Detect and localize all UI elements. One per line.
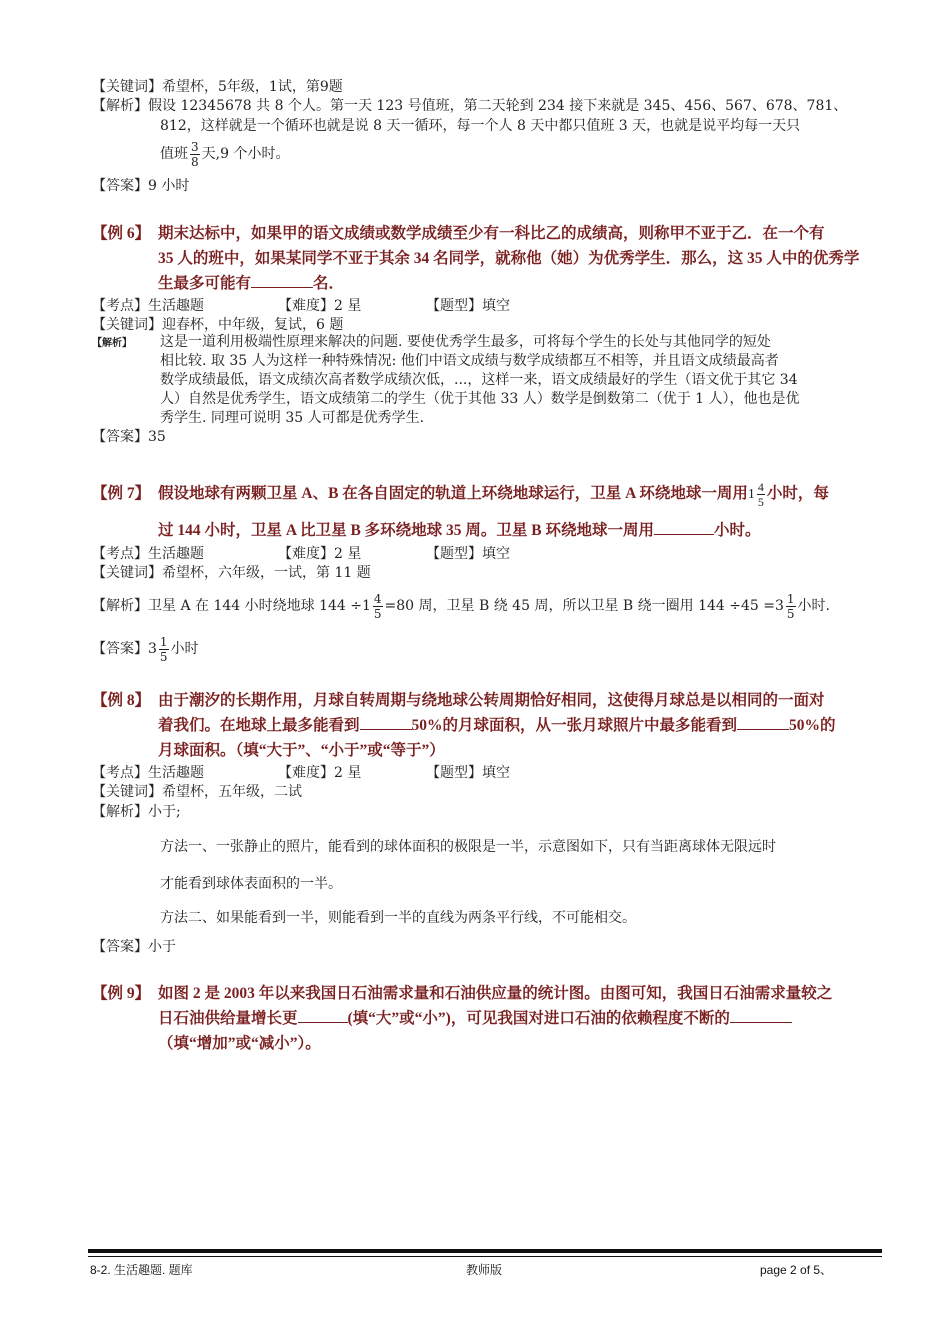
example-8-line2 xyxy=(158,715,836,737)
denominator: 5 xyxy=(373,606,382,621)
example-7-analysis xyxy=(92,588,830,624)
example-7-line1 xyxy=(158,476,829,513)
numerator: 4 xyxy=(757,479,764,494)
example-8-line3: 月球面积。（填“大于”、“小于”或“等于”） xyxy=(158,742,445,759)
text: (填“大”或“小”)，可见我国对进口石油的依赖程度不断的 xyxy=(347,1010,730,1027)
example-7-tixing: 【题型】填空 xyxy=(426,546,510,562)
text: 小时. xyxy=(797,598,830,614)
text: 【答案】3 xyxy=(92,641,157,657)
example-6-keywords: 【关键词】迎春杯，中年级，复试，6 题 xyxy=(92,317,344,333)
example-6-answer: 【答案】35 xyxy=(92,429,166,445)
numerator: 3 xyxy=(191,139,199,154)
example-6-tixing: 【题型】填空 xyxy=(426,298,510,314)
example-9-label: 【例 9】 xyxy=(92,985,151,1002)
example-6-analysis-line5: 秀学生. 同理可说明 35 人可都是优秀学生. xyxy=(160,410,425,426)
text: 值班 xyxy=(160,146,188,162)
example-6-analysis-line2: 相比较. 取 35 人为这样一种特殊情况: 他们中语文成绩与数学成绩都互不相等，并且语文成绩最高者 xyxy=(160,353,779,369)
example-8-tixing: 【题型】填空 xyxy=(426,765,510,781)
text: 生最多可能有 xyxy=(158,275,252,292)
fraction xyxy=(190,140,200,169)
denominator: 5 xyxy=(757,494,764,509)
text: 假设地球有两颗卫星 A、B 在各自固定的轨道上环绕地球运行，卫星 A 环绕地球一周用 xyxy=(158,485,748,502)
example-6-analysis-tag: 【解析】 xyxy=(92,338,132,349)
example-6-kaodian: 【考点】生活趣题 xyxy=(92,298,204,314)
example-8-method1-line1: 方法一、一张静止的照片，能看到的球体面积的极限是一半，示意图如下，只有当距离球体无限远时 xyxy=(160,839,776,855)
example-7-keywords: 【关键词】希望杯，六年级，一试，第 11 题 xyxy=(92,565,371,581)
fraction xyxy=(159,635,169,664)
numerator: 1 xyxy=(159,634,168,649)
blank xyxy=(360,715,412,730)
mixed-whole: 1 xyxy=(747,487,755,502)
text: 日石油供给量增长更 xyxy=(158,1010,298,1027)
example-6-analysis-line4: 人）自然是优秀学生，语文成绩第二的学生（优于其他 33 人）数学是倒数第二（优于 1 人），他也是优 xyxy=(160,391,800,407)
numerator: 1 xyxy=(786,591,795,606)
example-6-label: 【例 6】 xyxy=(92,225,151,242)
top-analysis-line1: 【解析】假设 12345678 共 8 个人。第一天 123 号值班，第二天轮到 234 接下来就是 345、456、567、678、781、 xyxy=(92,98,848,114)
blank xyxy=(251,273,313,288)
fraction xyxy=(786,592,796,621)
text: 天,9 个小时。 xyxy=(201,146,290,162)
example-8-answer: 【答案】小于 xyxy=(92,939,176,955)
text: 小时 xyxy=(170,641,199,657)
example-9-line3: （填“增加”或“减小”）。 xyxy=(158,1035,321,1052)
example-8-analysis: 【解析】小于; xyxy=(92,804,181,820)
example-6-line2: 35 人的班中，如果某同学不亚于其余 34 名同学，就称他（她）为优秀学生．那么，这 35 人中的优秀学 xyxy=(158,250,860,267)
text: 50%的月球面积，从一张月球照片中最多能看到 xyxy=(411,717,738,734)
blank xyxy=(298,1008,348,1023)
denominator: 5 xyxy=(159,649,168,664)
footer-center: 教师版 xyxy=(466,1263,503,1277)
top-keywords: 【关键词】希望杯，5年级，1试，第9题 xyxy=(92,79,343,95)
example-9-line1: 如图 2 是 2003 年以来我国日石油需求量和石油供应量的统计图。由图可知，我国日石油需求量较之 xyxy=(158,985,833,1002)
text: 小时，每 xyxy=(766,485,829,502)
top-analysis-line3 xyxy=(160,136,289,172)
text: =80 周，卫星 B 绕 45 周，所以卫星 B 绕一圈用 144 ÷45 =3 xyxy=(384,598,784,614)
example-8-method2: 方法二、如果能看到一半，则能看到一半的直线为两条平行线，不可能相交。 xyxy=(160,910,636,926)
example-6-line1: 期末达标中，如果甲的语文成绩或数学成绩至少有一科比乙的成绩高，则称甲不亚于乙．在一个有 xyxy=(158,225,825,242)
text: 名． xyxy=(313,275,345,292)
example-8-nandu: 【难度】2 星 xyxy=(278,765,362,781)
example-6-analysis-line1: 这是一道利用极端性原理来解决的问题. 要使优秀学生最多，可将每个学生的长处与其他同学的短处 xyxy=(160,334,771,350)
text: 小时。 xyxy=(714,522,761,539)
fraction xyxy=(373,592,383,621)
example-7-kaodian: 【考点】生活趣题 xyxy=(92,546,204,562)
example-7-label: 【例 7】 xyxy=(92,485,151,502)
footer-rule-thin xyxy=(88,1256,882,1257)
example-7-answer xyxy=(92,631,199,667)
footer-left: 8-2. 生活趣题. 题库 xyxy=(90,1263,193,1277)
text: 【解析】卫星 A 在 144 小时绕地球 144 ÷1 xyxy=(92,598,371,614)
text: 50%的 xyxy=(789,717,836,734)
blank xyxy=(654,520,714,535)
text: 过 144 小时，卫星 A 比卫星 B 多环绕地球 35 周。卫星 B 环绕地球一周用 xyxy=(158,522,655,539)
example-8-kaodian: 【考点】生活趣题 xyxy=(92,765,204,781)
top-answer: 【答案】9 小时 xyxy=(92,178,190,194)
example-6-line3 xyxy=(158,273,344,295)
example-8-label: 【例 8】 xyxy=(92,692,151,709)
numerator: 4 xyxy=(373,591,382,606)
blank xyxy=(730,1008,792,1023)
footer-rule-thick xyxy=(88,1249,882,1253)
text: 着我们。在地球上最多能看到 xyxy=(158,717,360,734)
denominator: 8 xyxy=(191,154,199,169)
example-6-analysis-line3: 数学成绩最低，语文成绩次高者数学成绩次低，...，这样一来，语文成绩最好的学生（语文优于其它 34 xyxy=(160,372,798,388)
example-7-nandu: 【难度】2 星 xyxy=(278,546,362,562)
example-9-line2 xyxy=(158,1008,792,1030)
example-7-line2 xyxy=(158,520,761,542)
blank xyxy=(737,715,789,730)
example-6-nandu: 【难度】2 星 xyxy=(278,298,362,314)
example-8-line1: 由于潮汐的长期作用，月球自转周期与绕地球公转周期恰好相同，这使得月球总是以相同的一面对 xyxy=(158,692,825,709)
example-8-keywords: 【关键词】希望杯，五年级，二试 xyxy=(92,784,302,800)
fraction xyxy=(757,480,765,509)
footer-page-number: page 2 of 5、 xyxy=(760,1263,833,1277)
example-8-method1-line2: 才能看到球体表面积的一半。 xyxy=(160,876,342,892)
top-analysis-line2: 812，这样就是一个循环也就是说 8 天一循环，每一个人 8 天中都只值班 3 天，也就是说平均每一天只 xyxy=(160,118,801,134)
denominator: 5 xyxy=(786,606,795,621)
